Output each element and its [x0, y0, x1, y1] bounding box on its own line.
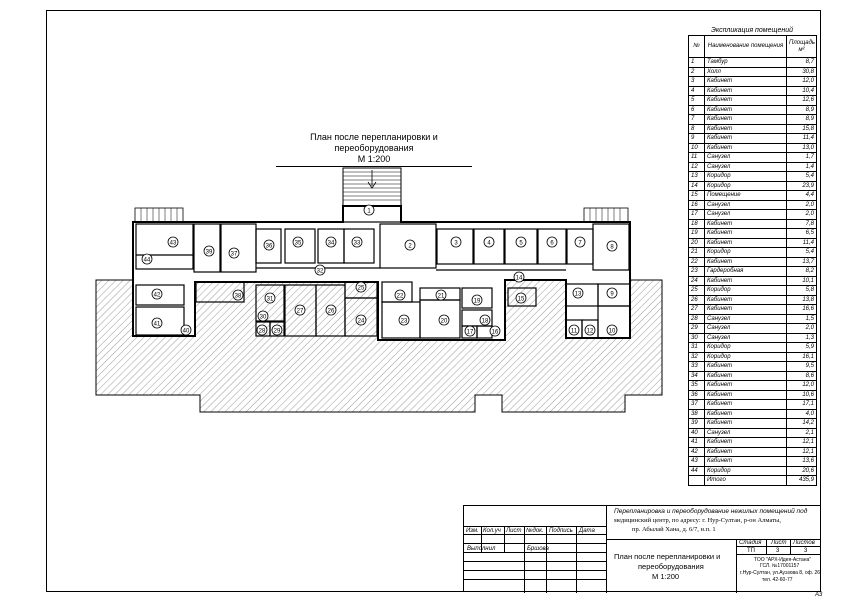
room-name: Санузел — [705, 162, 787, 172]
room-number-label: 28 — [258, 328, 266, 335]
room-number: 13 — [689, 172, 705, 182]
explication-row — [689, 86, 817, 96]
room-number-label: 21 — [437, 293, 445, 300]
explication-row — [689, 105, 817, 115]
room-area: 16,1 — [787, 352, 817, 362]
explication-row — [689, 457, 817, 467]
company-license: ГСЛ. №17001157 — [760, 563, 800, 569]
room-number-label: 39 — [205, 249, 213, 256]
room-number: 33 — [689, 362, 705, 372]
room-number: 44 — [689, 466, 705, 476]
explication-row — [689, 381, 817, 391]
room-name: Кабинет — [705, 143, 787, 153]
room-number-label: 16 — [491, 329, 499, 336]
room-name: Коридор — [705, 352, 787, 362]
title-block — [463, 505, 821, 592]
room-number-label: 1 — [367, 208, 371, 215]
explication-row — [689, 371, 817, 381]
room-number: 24 — [689, 276, 705, 286]
room-number-label: 31 — [266, 296, 274, 303]
total-area: 435,9 — [787, 476, 817, 486]
room-number: 10 — [689, 143, 705, 153]
explication-row — [689, 333, 817, 343]
room-number-label: 33 — [353, 240, 361, 247]
room-name: Кабинет — [705, 238, 787, 248]
room-number-label: 18 — [481, 318, 489, 325]
room-name: Кабинет — [705, 96, 787, 106]
room-number: 30 — [689, 333, 705, 343]
room-name: Кабинет — [705, 134, 787, 144]
explication-row — [689, 295, 817, 305]
room-number-label: 29 — [273, 328, 281, 335]
room-area: 13,6 — [787, 457, 817, 467]
room-number: 6 — [689, 105, 705, 115]
room-number-label: 27 — [296, 308, 304, 315]
explication-row — [689, 324, 817, 334]
room-number-label: 24 — [357, 318, 365, 325]
room-area: 2,0 — [787, 324, 817, 334]
room-name: Холл — [705, 67, 787, 77]
explication-row — [689, 276, 817, 286]
room-number: 11 — [689, 153, 705, 163]
explication-row — [689, 229, 817, 239]
company-name: ТОО "АРХ-Идея-Астана" — [754, 557, 812, 563]
explication-row — [689, 219, 817, 229]
room-number: 7 — [689, 115, 705, 125]
explication-row — [689, 248, 817, 258]
room-area: 30,8 — [787, 67, 817, 77]
room-number-label: 32 — [316, 268, 324, 275]
explication-row — [689, 400, 817, 410]
explication-row — [689, 210, 817, 220]
room-name: Кабинет — [705, 438, 787, 448]
room-area: 8,2 — [787, 267, 817, 277]
room-number-label: 15 — [517, 296, 525, 303]
side-stairs-right — [584, 208, 628, 222]
explication-row — [689, 409, 817, 419]
room-number: 42 — [689, 447, 705, 457]
room-number-label: 22 — [396, 293, 404, 300]
room-name: Санузел — [705, 200, 787, 210]
explication-row — [689, 257, 817, 267]
room-area: 2,1 — [787, 428, 817, 438]
room-name: Санузел — [705, 324, 787, 334]
room-name: Коридор — [705, 286, 787, 296]
sheet-label: Лист — [771, 540, 787, 546]
explication-row — [689, 162, 817, 172]
room-number: 28 — [689, 314, 705, 324]
room-number: 29 — [689, 324, 705, 334]
room-name: Коридор — [705, 181, 787, 191]
room-area: 10,4 — [787, 86, 817, 96]
room-name: Санузел — [705, 314, 787, 324]
room-area: 17,1 — [787, 400, 817, 410]
room-area: 8,9 — [787, 115, 817, 125]
drawing-title-line2: переоборудования — [638, 562, 704, 571]
explication-row — [689, 286, 817, 296]
room-area: 10,1 — [787, 276, 817, 286]
room-number: 18 — [689, 219, 705, 229]
room-number-label: 5 — [519, 240, 523, 247]
room-number: 15 — [689, 191, 705, 201]
room-area: 20,6 — [787, 466, 817, 476]
room-area: 5,9 — [787, 343, 817, 353]
room-number-label: 20 — [440, 318, 448, 325]
room-number: 2 — [689, 67, 705, 77]
explication-panel — [688, 26, 816, 486]
room-number-label: 14 — [515, 275, 523, 282]
room-number: 23 — [689, 267, 705, 277]
room-area: 6,5 — [787, 229, 817, 239]
room-number-label: 13 — [574, 291, 582, 298]
performer-name: Бршова — [527, 546, 549, 552]
room-number: 9 — [689, 134, 705, 144]
explication-total-row — [689, 476, 817, 486]
room-number: 27 — [689, 305, 705, 315]
room-area: 12,0 — [787, 381, 817, 391]
project-line1: Перепланировка и переоборудование нежилых помещений под — [614, 508, 808, 515]
room-area: 12,6 — [787, 96, 817, 106]
room-number-label: 8 — [610, 244, 614, 251]
room-number: 12 — [689, 162, 705, 172]
project-line2: медицинский центр, по адресу: г. Нур-Султан, р-он Алматы, — [614, 517, 782, 524]
room-area: 4,0 — [787, 409, 817, 419]
room-name: Тамбур — [705, 58, 787, 68]
explication-row — [689, 390, 817, 400]
plan-title-line1: План после перепланировки и переоборудования — [310, 132, 438, 153]
room-number: 3 — [689, 77, 705, 87]
room-number-label: 41 — [153, 321, 161, 328]
room-name: Коридор — [705, 248, 787, 258]
room-number-label: 38 — [234, 293, 242, 300]
room-number-label: 10 — [608, 328, 616, 335]
room-name: Кабинет — [705, 219, 787, 229]
plan-scale: М 1:200 — [357, 154, 391, 164]
room-number: 34 — [689, 371, 705, 381]
explication-row — [689, 153, 817, 163]
room-name: Кабинет — [705, 295, 787, 305]
col-ndok: №док. — [526, 528, 544, 534]
room-number: 43 — [689, 457, 705, 467]
col-koluch: Кол.уч — [483, 528, 501, 534]
room-area: 12,1 — [787, 447, 817, 457]
room-number: 16 — [689, 200, 705, 210]
room-number-label: 25 — [357, 285, 365, 292]
project-line3: пр. Абылай Хана, д. 6/7, н.п. 1 — [632, 526, 716, 533]
room-number-label: 26 — [327, 308, 335, 315]
room-name: Кабинет — [705, 276, 787, 286]
room-number-label: 12 — [586, 328, 594, 335]
room-area: 13,0 — [787, 143, 817, 153]
room-number: 14 — [689, 181, 705, 191]
room-area: 15,8 — [787, 124, 817, 134]
stage-value: ТП — [747, 548, 755, 554]
explication-row — [689, 181, 817, 191]
explication-row — [689, 191, 817, 201]
room-number: 20 — [689, 238, 705, 248]
room-number: 35 — [689, 381, 705, 391]
explication-row — [689, 447, 817, 457]
room-name: Санузел — [705, 210, 787, 220]
room-name: Санузел — [705, 153, 787, 163]
explication-body — [689, 58, 817, 476]
explication-title: Экспликация помещений — [711, 27, 793, 34]
room-area: 13,7 — [787, 257, 817, 267]
drawing-title-line1: План после перепланировки и — [614, 552, 721, 561]
room-area: 13,8 — [787, 295, 817, 305]
explication-row — [689, 96, 817, 106]
room-number: 22 — [689, 257, 705, 267]
room-name: Кабинет — [705, 371, 787, 381]
room-number-label: 9 — [610, 291, 614, 298]
room-number-label: 34 — [327, 240, 335, 247]
room-name: Кабинет — [705, 115, 787, 125]
room-number-label: 44 — [143, 257, 151, 264]
room-number: 5 — [689, 96, 705, 106]
room-area: 1,7 — [787, 153, 817, 163]
room-name: Гардеробная — [705, 267, 787, 277]
sheet-format: А3 — [815, 592, 823, 598]
room-area: 1,4 — [787, 162, 817, 172]
room-number-label: 6 — [550, 240, 554, 247]
col-podpis: Подпись — [549, 528, 573, 534]
stage-label: Стадия — [739, 540, 762, 546]
room-area: 7,8 — [787, 219, 817, 229]
room-area: 1,3 — [787, 333, 817, 343]
explication-header-row — [689, 36, 817, 58]
room-area: 10,6 — [787, 390, 817, 400]
company-phone: тел. 42-60-77 — [762, 577, 793, 583]
room-area: 4,4 — [787, 191, 817, 201]
room-name: Кабинет — [705, 229, 787, 239]
room-number-label: 4 — [487, 240, 491, 247]
room-number-label: 2 — [408, 243, 412, 250]
room-area: 8,6 — [787, 371, 817, 381]
room-number: 17 — [689, 210, 705, 220]
role-label: Выполнил — [467, 546, 496, 552]
side-stairs-left — [135, 208, 183, 222]
room-area: 12,1 — [787, 438, 817, 448]
explication-row — [689, 267, 817, 277]
room-area: 16,6 — [787, 305, 817, 315]
explication-row — [689, 115, 817, 125]
room-name: Кабинет — [705, 409, 787, 419]
room-name: Кабинет — [705, 305, 787, 315]
explication-row — [689, 67, 817, 77]
room-name: Кабинет — [705, 77, 787, 87]
room-number: 41 — [689, 438, 705, 448]
room-name: Коридор — [705, 466, 787, 476]
explication-row — [689, 314, 817, 324]
room-name: Кабинет — [705, 124, 787, 134]
room-number-label: 43 — [169, 240, 177, 247]
room-name: Кабинет — [705, 105, 787, 115]
room-number: 26 — [689, 295, 705, 305]
room-number-label: 19 — [473, 298, 481, 305]
room-name: Санузел — [705, 333, 787, 343]
room-area: 23,9 — [787, 181, 817, 191]
room-number: 31 — [689, 343, 705, 353]
room-area: 2,0 — [787, 200, 817, 210]
room-name: Коридор — [705, 343, 787, 353]
col-list: Лист — [506, 528, 522, 534]
col-data: Дата — [579, 528, 595, 534]
explication-row — [689, 238, 817, 248]
room-number: 37 — [689, 400, 705, 410]
room-number-label: 11 — [570, 328, 578, 335]
explication-row — [689, 352, 817, 362]
drawing-title-scale: М 1:200 — [652, 572, 680, 581]
sheets-label: Листов — [793, 540, 815, 546]
col-header-name: Наименование помещения — [705, 36, 787, 58]
room-name: Кабинет — [705, 419, 787, 429]
explication-row — [689, 77, 817, 87]
room-number-label: 36 — [265, 243, 273, 250]
room-number-label: 3 — [454, 240, 458, 247]
room-number: 25 — [689, 286, 705, 296]
room-area: 14,2 — [787, 419, 817, 429]
explication-row — [689, 134, 817, 144]
room-area: 5,4 — [787, 248, 817, 258]
room-number: 8 — [689, 124, 705, 134]
room-area: 2,0 — [787, 210, 817, 220]
company-address: г.Нур-Султан, ул.Ауэзова 8, оф. 26 — [740, 570, 821, 576]
explication-row — [689, 143, 817, 153]
room-area: 11,4 — [787, 238, 817, 248]
room-area: 12,0 — [787, 77, 817, 87]
sheets-value: 3 — [804, 548, 808, 554]
explication-row — [689, 466, 817, 476]
room-number-label: 35 — [294, 240, 302, 247]
room-name: Кабинет — [705, 86, 787, 96]
explication-table — [688, 35, 817, 486]
explication-row — [689, 124, 817, 134]
explication-row — [689, 172, 817, 182]
entrance-stairs — [343, 168, 401, 206]
room-area: 11,4 — [787, 134, 817, 144]
room-number-label: 17 — [466, 329, 474, 336]
sheet-value: 3 — [776, 548, 780, 554]
room-number: 19 — [689, 229, 705, 239]
room-name: Кабинет — [705, 447, 787, 457]
room-area: 5,4 — [787, 172, 817, 182]
col-izm: Изм. — [466, 528, 479, 534]
room-number: 36 — [689, 390, 705, 400]
room-number: 4 — [689, 86, 705, 96]
explication-row — [689, 419, 817, 429]
room-name: Кабинет — [705, 390, 787, 400]
explication-row — [689, 200, 817, 210]
room-name: Кабинет — [705, 257, 787, 267]
room-number: 21 — [689, 248, 705, 258]
explication-row — [689, 362, 817, 372]
room-number: 32 — [689, 352, 705, 362]
room-area: 8,9 — [787, 105, 817, 115]
col-header-area: Площадь м² — [787, 36, 817, 58]
explication-row — [689, 305, 817, 315]
room-area: 9,5 — [787, 362, 817, 372]
room-area: 8,7 — [787, 58, 817, 68]
room-name: Кабинет — [705, 400, 787, 410]
room-number-label: 37 — [230, 251, 238, 258]
room-area: 5,8 — [787, 286, 817, 296]
room-name: Коридор — [705, 172, 787, 182]
explication-row — [689, 343, 817, 353]
room-number: 38 — [689, 409, 705, 419]
room-name: Кабинет — [705, 457, 787, 467]
room-name: Санузел — [705, 428, 787, 438]
room-area: 1,5 — [787, 314, 817, 324]
room-number-label: 30 — [259, 314, 267, 321]
total-label: Итого — [705, 476, 787, 486]
room-name: Кабинет — [705, 362, 787, 372]
room-name: Кабинет — [705, 381, 787, 391]
room-name: Помещение — [705, 191, 787, 201]
room-number-label: 23 — [400, 318, 408, 325]
room-number-label: 40 — [182, 328, 190, 335]
explication-row — [689, 58, 817, 68]
explication-row — [689, 428, 817, 438]
explication-row — [689, 438, 817, 448]
room-number: 40 — [689, 428, 705, 438]
room-number: 1 — [689, 58, 705, 68]
room-number-label: 7 — [578, 240, 582, 247]
col-header-number: № — [689, 36, 705, 58]
room-number: 39 — [689, 419, 705, 429]
room-number-label: 42 — [153, 292, 161, 299]
